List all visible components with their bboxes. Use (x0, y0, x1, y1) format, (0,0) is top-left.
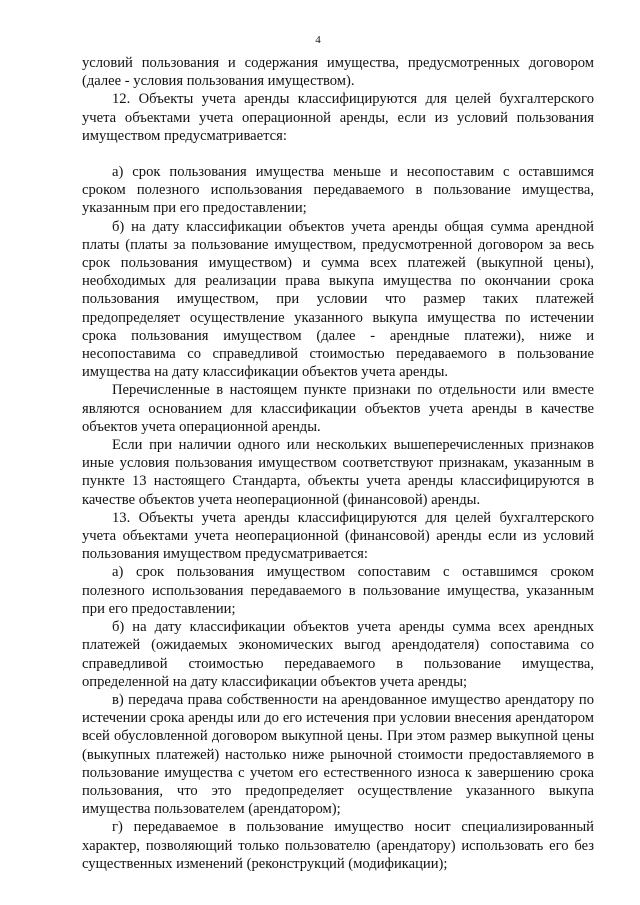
paragraph-item-13-a: а) срок пользования имуществом сопоставим с оставшимся сроком полезного использования передаваемого в пользование имущества, указанным при его предоставлении; (82, 564, 594, 617)
paragraph-item-13-v: в) передача права собственности на арендованное имущество арендатору по истечении срока аренды или до его истечения при условии внесения арендатором всей обусловленной договором выкупной цены. При этом размер выкупной цены (выкупных платежей) настолько ниже рыночной стоимости предоставляемого в пользование имущества с учетом его естественного износа к завершению срока пользования, что это предопределяет осуществление указанного выкупа имущества пользователем (арендатором); (82, 691, 594, 818)
paragraph-item-12: 12. Объекты учета аренды классифицируются для целей бухгалтерского учета объектами учета операционной аренды, если из условий пользования имуществом предусматривается: (82, 91, 594, 144)
paragraph-item-13: 13. Объекты учета аренды классифицируются для целей бухгалтерского учета объектами учета неоперационной (финансовой) аренды если из условий пользования имуществом предусматривается: (82, 509, 594, 563)
paragraph-item-12-note-2: Если при наличии одного или нескольких вышеперечисленных признаков иные условия пользования имуществом соответствуют признакам, указанным в пункте 13 настоящего Стандарта, объекты учета аренды классифицируются в качестве объектов учета неоперационной (финансовой) аренды. (82, 437, 594, 508)
paragraph-item-12-a: а) срок пользования имущества меньше и несопоставим с оставшимся сроком полезного использования передаваемого в пользование имущества, указанным при его предоставлении; (82, 164, 594, 217)
paragraph-item-12-b: б) на дату классификации объектов учета аренды общая сумма арендной платы (платы за пользование имуществом, предусмотренной договором за весь срок пользования имуществом) и сумма всех платежей (выкупной цены), необходимых для реализации права выкупа имущества по окончании срока пользования имуществом, при условии что размер таких платежей предопределяет осуществление указанного выкупа имущества по истечении срока пользования имуществом (далее - арендные платежи), ниже и несопоставима со справедливой стоимостью передаваемого в пользование имущества на дату классификации объектов учета аренды. (82, 218, 594, 381)
page-number: 4 (315, 34, 321, 46)
paragraph-continuation: условий пользования и содержания имущества, предусмотренных договором (далее - условия пользования имуществом). (82, 55, 594, 90)
paragraph-item-13-g: г) передаваемое в пользование имущество носит специализированный характер, позволяющий только пользователю (арендатору) использовать его без существенных изменений (реконструкций (модификации); (82, 819, 594, 872)
paragraph-item-12-note-1: Перечисленные в настоящем пункте признаки по отдельности или вместе являются основанием для классификации объектов учета аренды в качестве объектов учета операционной аренды. (82, 382, 594, 435)
paragraph-item-13-b: б) на дату классификации объектов учета аренды сумма всех арендных платежей (ожидаемых экономических выгод арендодателя) сопоставима со справедливой стоимостью передаваемого в пользование имущества, определенной на дату классификации объектов учета аренды; (82, 619, 594, 690)
